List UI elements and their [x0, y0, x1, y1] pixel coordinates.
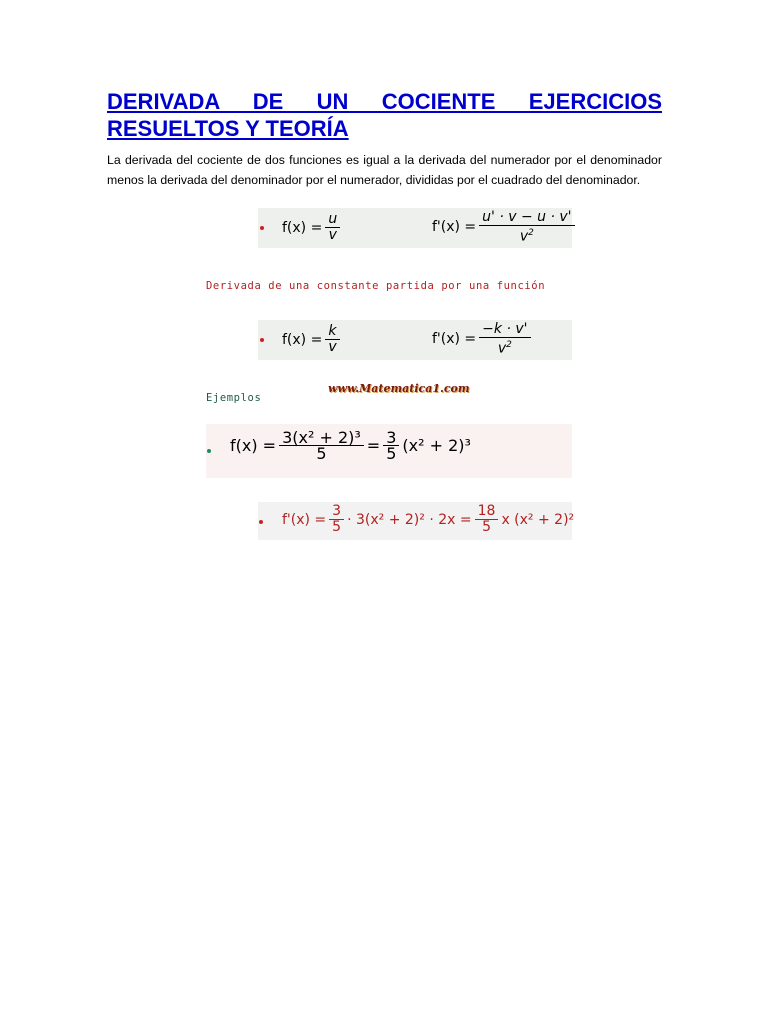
example-1-lhs: f(x) =	[230, 436, 277, 455]
formula-numerator: u	[325, 212, 340, 228]
bullet-icon	[260, 338, 264, 342]
formula-denominator: v	[328, 227, 337, 243]
example-2-lhs: f'(x) =	[282, 511, 327, 528]
derivative-numerator: −k · v'	[479, 322, 530, 338]
title-line-1[interactable]: DERIVADA DE UN COCIENTE EJERCICIOS	[107, 89, 662, 114]
example-2-coef-denominator: 5	[332, 519, 342, 535]
derivative-lhs: f'(x) =	[432, 219, 477, 236]
formula-numerator: k	[325, 324, 339, 340]
derivative-lhs: f'(x) =	[432, 331, 477, 348]
page-title[interactable]	[107, 88, 662, 142]
section-constant-heading: Derivada de una constante partida por una función	[206, 280, 546, 292]
example-1-numerator: 3(x² + 2)³	[279, 430, 364, 446]
formula-denominator: v	[328, 339, 337, 355]
formula-lhs: f(x) =	[282, 219, 323, 236]
bullet-icon	[260, 226, 264, 230]
title-line-2[interactable]: RESUELTOS Y TEORÍA	[107, 116, 349, 141]
example-2-result-numerator: 18	[475, 504, 499, 520]
example-2-rest: x (x² + 2)²	[501, 511, 575, 528]
formula-constant-rule	[258, 320, 572, 360]
example-1-equals: =	[366, 436, 381, 455]
formula-lhs: f(x) =	[282, 331, 323, 348]
derivative-denominator-exponent: 2	[528, 228, 534, 238]
section-examples-heading: Ejemplos	[206, 392, 262, 404]
derivative-denominator: v	[497, 340, 507, 357]
example-1-box	[206, 424, 572, 478]
example-2-middle: · 3(x² + 2)² · 2x =	[347, 511, 472, 528]
intro-paragraph: La derivada del cociente de dos funciones es igual a la derivada del numerador por el denominador menos la derivada del denominador por el numerador, divididas por el cuadrado del denominador.	[107, 153, 662, 187]
derivative-denominator: v	[519, 228, 529, 245]
watermark-logo: www.Matematica1.com	[328, 382, 470, 395]
formula-quotient-rule	[258, 208, 572, 248]
example-2-coef-numerator: 3	[329, 504, 344, 520]
example-1-rest: (x² + 2)³	[402, 436, 471, 455]
example-1-coef-denominator: 5	[386, 444, 397, 463]
example-2-result-denominator: 5	[482, 519, 491, 535]
derivative-numerator: u' · v − u · v'	[479, 210, 574, 226]
example-1-coef-numerator: 3	[383, 430, 399, 446]
derivative-denominator-exponent: 2	[506, 340, 512, 350]
example-1-denominator: 5	[316, 444, 327, 463]
bullet-icon	[207, 449, 211, 453]
example-2-box	[258, 502, 575, 540]
bullet-icon	[259, 520, 263, 524]
